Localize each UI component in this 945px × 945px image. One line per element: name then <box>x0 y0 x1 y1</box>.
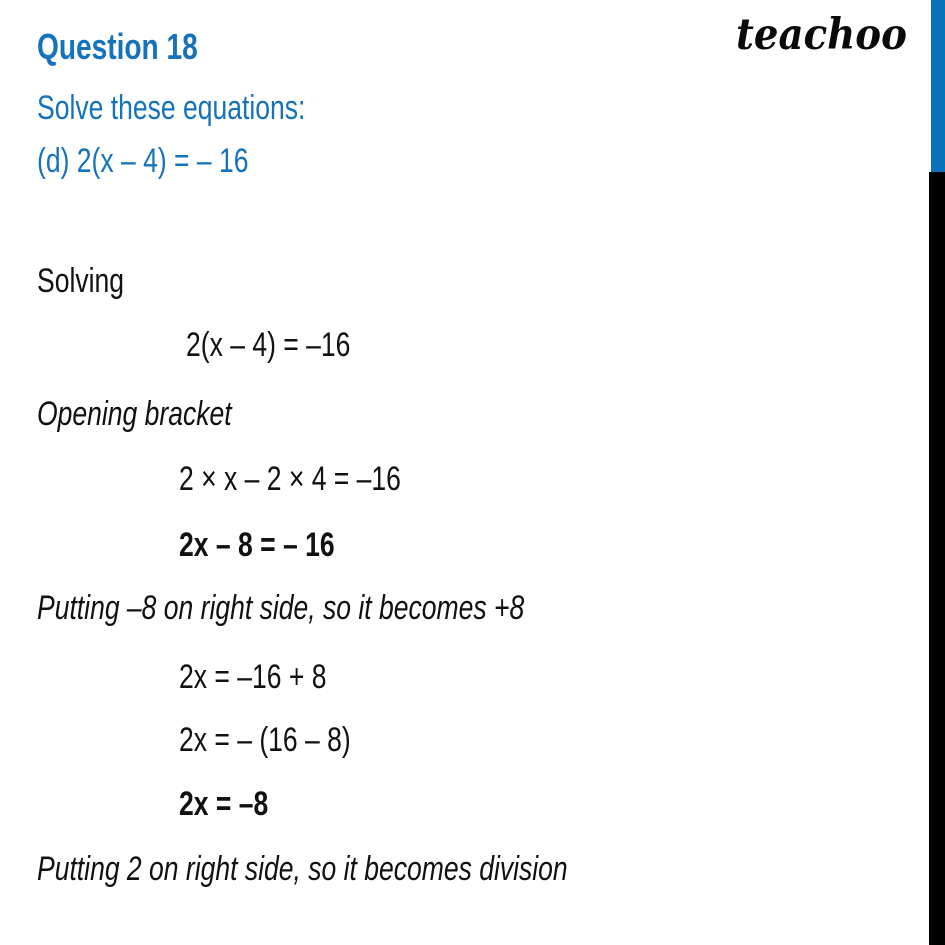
solution-step-equation-bold: 2x = –8 <box>179 785 269 823</box>
solution-step-equation: 2(x – 4) = –16 <box>186 326 351 364</box>
solution-step-note: Putting 2 on right side, so it becomes division <box>37 850 568 888</box>
solution-step-note: Opening bracket <box>37 395 232 433</box>
teachoo-logo: teachoo <box>736 10 907 60</box>
solution-step-equation-bold: 2x – 8 = – 16 <box>179 526 335 564</box>
question-part-equation: (d) 2(x – 4) = – 16 <box>37 142 249 180</box>
solving-label: Solving <box>37 262 124 300</box>
solution-step-equation: 2x = –16 + 8 <box>179 658 327 696</box>
solution-step-equation: 2 × x – 2 × 4 = –16 <box>179 460 401 498</box>
solution-step-note: Putting –8 on right side, so it becomes +8 <box>37 589 525 627</box>
question-prompt: Solve these equations: <box>37 89 306 127</box>
right-stripe-blue <box>931 0 945 172</box>
right-stripe-black <box>929 172 945 945</box>
solution-step-equation: 2x = – (16 – 8) <box>179 721 351 759</box>
question-number-heading: Question 18 <box>37 26 198 67</box>
